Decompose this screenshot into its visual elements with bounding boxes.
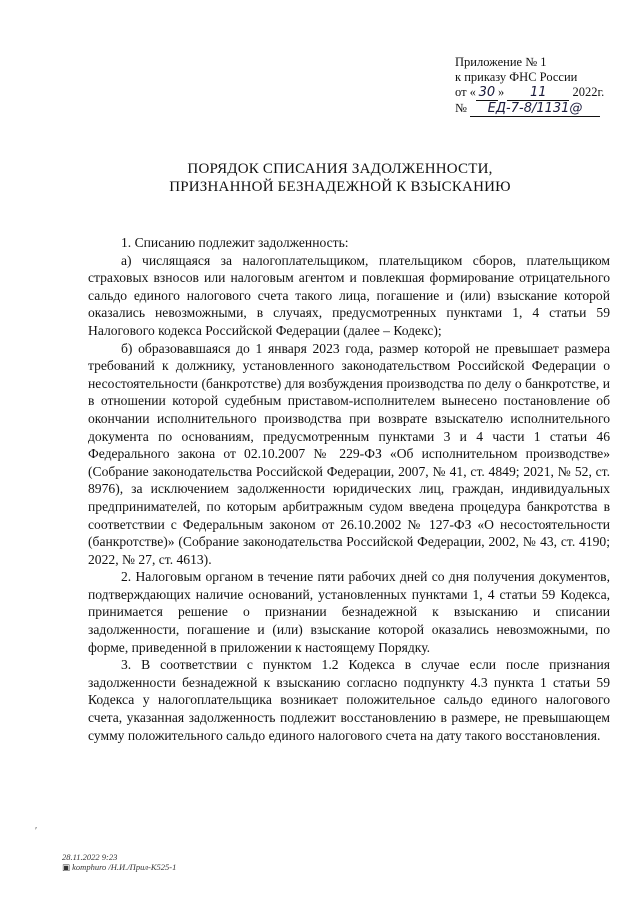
- paragraph-2: 2. Налоговым органом в течение пяти рабочих дней со дня получения документов, подтверждающих наличие оснований, установленных пунктами 1, 4 статьи 59 Кодекса, принимается решение о признании безнадежной к взысканию и списании задолженности, погашение и (или) взыскание которой оказались невозможными, по форме, приведенной в приложении к настоящему Порядку.: [88, 569, 610, 655]
- order-number: № ЕД-7-8/1131@: [455, 101, 630, 117]
- order-number-value: ЕД-7-8/1131@: [470, 101, 600, 117]
- date-year: 2022г.: [572, 85, 605, 99]
- title-line-1: ПОРЯДОК СПИСАНИЯ ЗАДОЛЖЕННОСТИ,: [187, 161, 493, 177]
- date-month: 11: [507, 85, 569, 101]
- document-body: [88, 234, 610, 744]
- appendix-label: Приложение № 1: [455, 55, 547, 69]
- paragraph-1: 1. Списанию подлежит задолженность:: [121, 235, 349, 250]
- order-date: от « 30 » 11 2022г.: [455, 85, 605, 100]
- document-title: [110, 160, 570, 196]
- appendix-header: [455, 55, 630, 117]
- order-reference: к приказу ФНС России: [455, 70, 578, 84]
- footer-timestamp: 28.11.2022 9:23: [62, 852, 118, 862]
- paragraph-1a: а) числящаяся за налогоплательщиком, плательщиком сборов, плательщиком страховых взносов или налоговым агентом и повлекшая формирование отрицательного сальдо единого налогового счета такого лица, погашение и (или) взыскание которой оказались невозможными, в случаях, предусмотренных пунктами 1, 4 статьи 59 Налогового кодекса Российской Федерации (далее – Кодекс);: [88, 252, 610, 338]
- title-line-2: ПРИЗНАННОЙ БЕЗНАДЕЖНОЙ К ВЗЫСКАНИЮ: [169, 179, 511, 195]
- date-day: 30: [476, 85, 498, 101]
- document-icon: ▣: [62, 862, 71, 872]
- paragraph-3: 3. В соответствии с пунктом 1.2 Кодекса в случае если после признания задолженности безнадежной к взысканию согласно подпункту 4.3 пункта 1 статьи 59 Кодекса у налогоплательщика возникает положительное сальдо единого налогового счета, указанная задолженность подлежит восстановлению в размере, не превышающем сумму положительного сальдо единого налогового счета на дату такого восстановления.: [88, 657, 610, 743]
- footer-file: komphuro /Н.И./Прил-К525-1: [72, 862, 177, 872]
- paragraph-1b: б) образовавшаяся до 1 января 2023 года, размер которой не превышает размера требований к должнику, установленного законодательством Российской Федерации о несостоятельности (банкротстве) для возбуждения производства по делу о банкротстве, и в отношении которой судебным приставом-исполнителем вынесено постановление об окончании исполнительного производства при возврате взыскателю исполнительного документа по основаниям, предусмотренным пунктами 3 и 4 части 1 статьи 46 Федерального закона от 02.10.2007 № 229-ФЗ «Об исполнительном производстве» (Собрание законодательства Российской Федерации, 2007, № 41, ст. 4849; 2021, № 52, ст. 8976), за исключением задолженности юридических лиц, граждан, индивидуальных предпринимателей, по которым арбитражным судом введена процедура банкротства в соответствии с Федеральным законом от 26.10.2002 № 127-ФЗ «О несостоятельности (банкротстве)» (Собрание законодательства Российской Федерации, 2002, № 43, ст. 4190; 2022, № 27, ст. 4613).: [88, 340, 610, 567]
- margin-mark: ′: [35, 826, 38, 837]
- footer-note: [62, 852, 176, 872]
